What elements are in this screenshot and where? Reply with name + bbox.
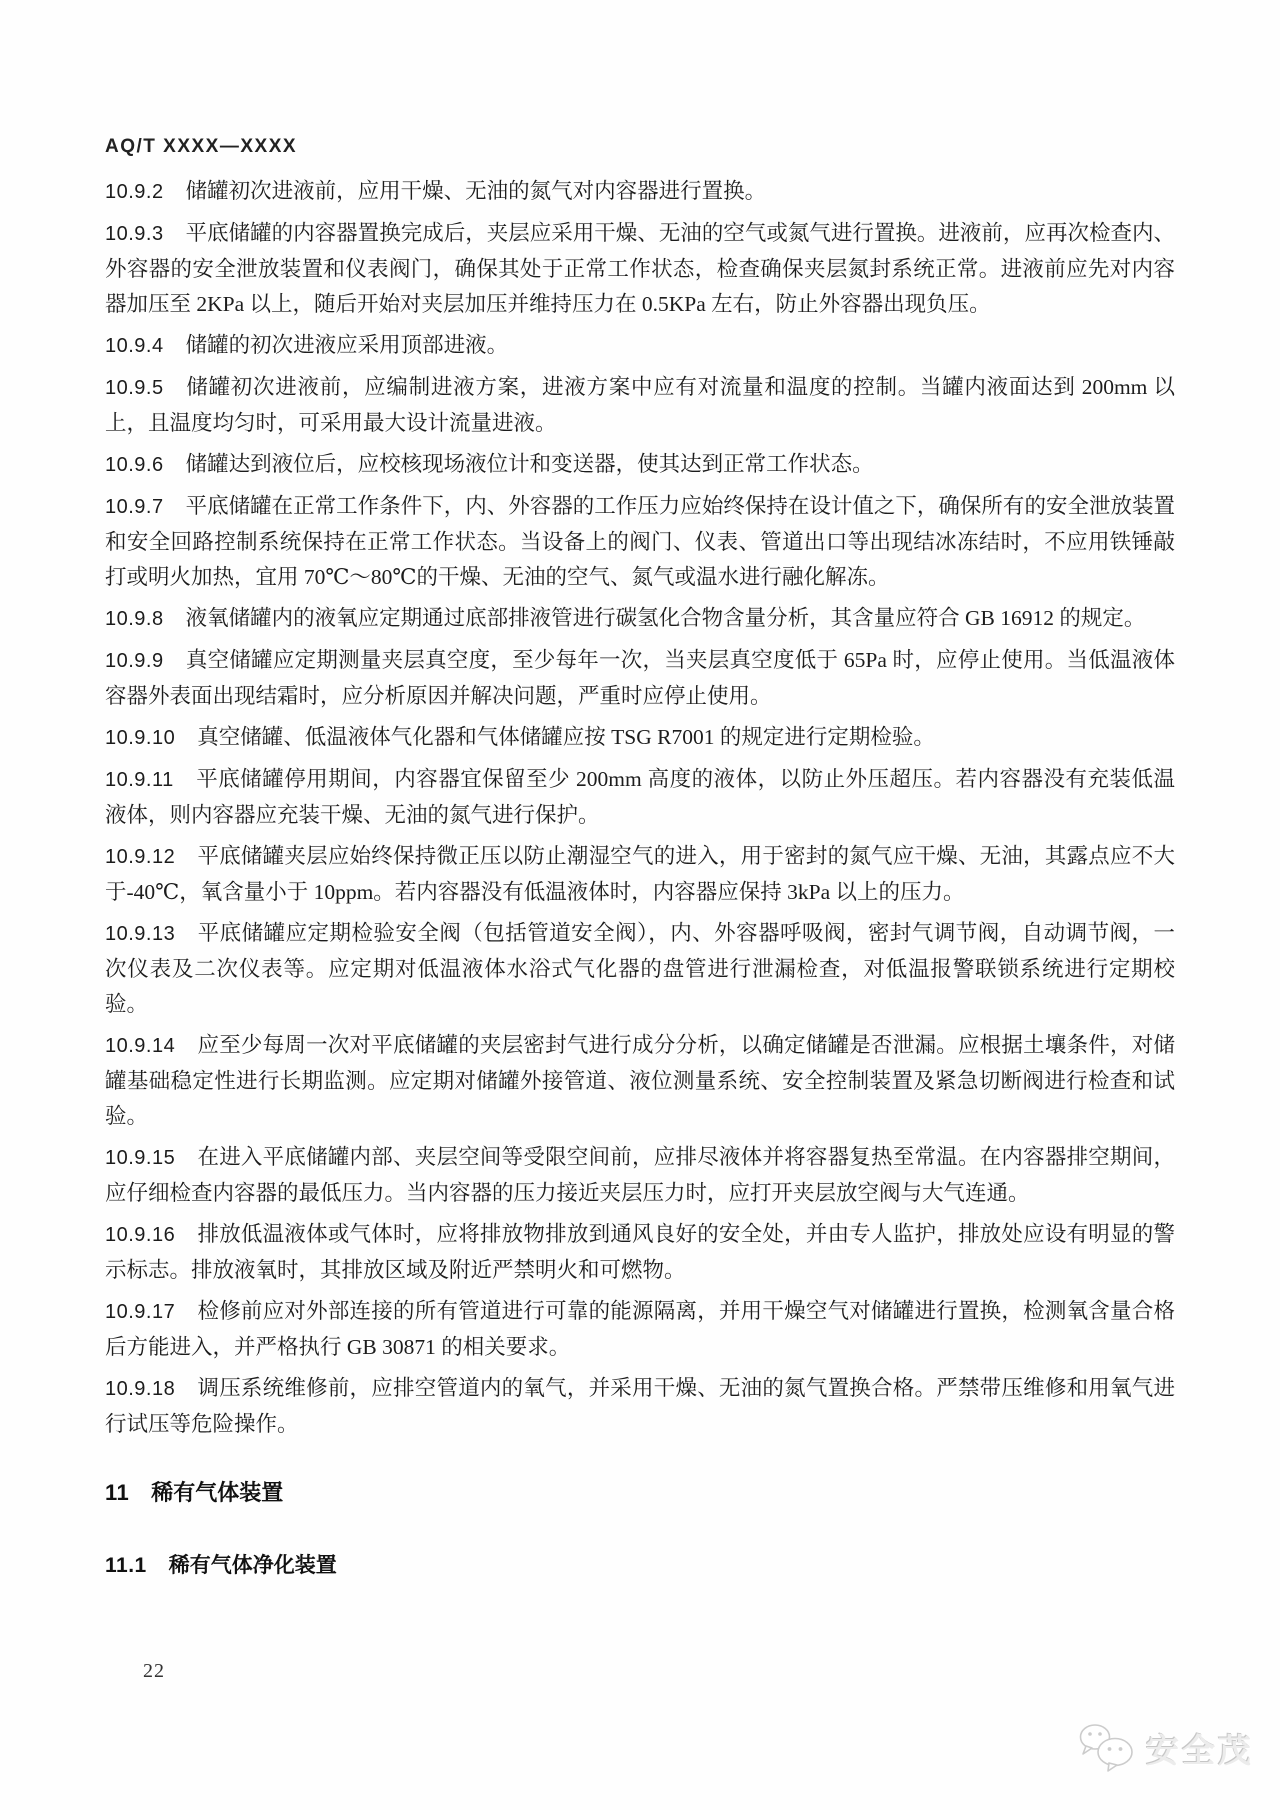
clause-text: 储罐达到液位后，应校核现场液位计和变送器，使其达到正常工作状态。	[185, 452, 874, 476]
clause-10-9-4	[105, 328, 1175, 364]
clause-text: 储罐的初次进液应采用顶部进液。	[185, 333, 509, 357]
clause-number: 10.9.11	[105, 769, 174, 791]
section-heading-11-1	[105, 1549, 1175, 1579]
clause-number: 10.9.9	[105, 650, 164, 672]
clause-text: 平底储罐应定期检验安全阀（包括管道安全阀），内、外容器呼吸阀，密封气调节阀，自动调节阀，一次仪表及二次仪表等。应定期对低温液体水浴式气化器的盘管进行泄漏检查，对低温报警联锁系统进行定期校验。	[105, 921, 1175, 1016]
clause-number: 10.9.14	[105, 1035, 176, 1057]
clause-10-9-14	[105, 1028, 1175, 1134]
clause-10-9-17	[105, 1294, 1175, 1365]
wechat-chat-bubbles-icon	[1076, 1722, 1138, 1774]
clause-10-9-7	[105, 489, 1175, 595]
clause-number: 10.9.3	[105, 223, 164, 245]
clause-number: 10.9.17	[105, 1301, 176, 1323]
section-number: 11	[105, 1480, 130, 1505]
page-number: 22	[143, 1660, 165, 1682]
clause-number: 10.9.6	[105, 454, 164, 476]
section-number: 11.1	[105, 1554, 147, 1577]
clause-text: 平底储罐停用期间，内容器宜保留至少 200mm 高度的液体，以防止外压超压。若内容器没有充装低温液体，则内容器应充装干燥、无油的氮气进行保护。	[105, 767, 1175, 827]
clause-number: 10.9.8	[105, 608, 164, 630]
clause-text: 真空储罐应定期测量夹层真空度，至少每年一次，当夹层真空度低于 65Pa 时，应停止使用。当低温液体容器外表面出现结霜时，应分析原因并解决问题，严重时应停止使用。	[105, 648, 1175, 708]
clause-number: 10.9.10	[105, 727, 176, 749]
clause-number: 10.9.7	[105, 496, 164, 518]
clause-text: 平底储罐在正常工作条件下，内、外容器的工作压力应始终保持在设计值之下，确保所有的安全泄放装置和安全回路控制系统保持在正常工作状态。当设备上的阀门、仪表、管道出口等出现结冰冻结时，不应用铁锤敲打或明火加热，宜用 70℃～80℃的干燥、无油的空气、氮气或温水进行融化解冻。	[105, 494, 1175, 589]
clause-text: 真空储罐、低温液体气化器和气体储罐应按 TSG R7001 的规定进行定期检验。	[197, 725, 935, 749]
clause-10-9-9	[105, 643, 1175, 714]
clause-10-9-12	[105, 839, 1175, 910]
watermark-text: 安全茂	[1146, 1731, 1254, 1769]
clause-10-9-5	[105, 370, 1175, 441]
clause-10-9-15	[105, 1140, 1175, 1211]
clause-number: 10.9.18	[105, 1378, 176, 1400]
clause-number: 10.9.13	[105, 923, 176, 945]
clause-text: 排放低温液体或气体时，应将排放物排放到通风良好的安全处，并由专人监护，排放处应设有明显的警示标志。排放液氧时，其排放区域及附近严禁明火和可燃物。	[105, 1222, 1175, 1282]
clause-text: 液氧储罐内的液氧应定期通过底部排液管进行碳氢化合物含量分析，其含量应符合 GB 16912 的规定。	[185, 606, 1146, 630]
clause-text: 储罐初次进液前，应编制进液方案，进液方案中应有对流量和温度的控制。当罐内液面达到 200mm 以上，且温度均匀时，可采用最大设计流量进液。	[105, 375, 1175, 435]
clause-text: 检修前应对外部连接的所有管道进行可靠的能源隔离，并用干燥空气对储罐进行置换，检测氧含量合格后方能进入，并严格执行 GB 30871 的相关要求。	[105, 1299, 1175, 1359]
clause-number: 10.9.2	[105, 181, 164, 203]
section-title: 稀有气体装置	[151, 1480, 284, 1505]
document-header-code: AQ/T XXXX—XXXX	[105, 136, 298, 157]
clause-10-9-13	[105, 916, 1175, 1022]
section-title: 稀有气体净化装置	[168, 1554, 337, 1577]
watermark	[1076, 1722, 1254, 1774]
clause-10-9-10	[105, 720, 1175, 756]
clause-number: 10.9.16	[105, 1224, 176, 1246]
clause-10-9-11	[105, 762, 1175, 833]
document-body	[105, 174, 1175, 1579]
section-heading-11	[105, 1476, 1175, 1507]
clause-text: 应至少每周一次对平底储罐的夹层密封气进行成分分析，以确定储罐是否泄漏。应根据土壤条件，对储罐基础稳定性进行长期监测。应定期对储罐外接管道、液位测量系统、安全控制装置及紧急切断阀进行检查和试验。	[105, 1033, 1175, 1128]
clause-text: 平底储罐的内容器置换完成后，夹层应采用干燥、无油的空气或氮气进行置换。进液前，应再次检查内、外容器的安全泄放装置和仪表阀门，确保其处于正常工作状态，检查确保夹层氮封系统正常。进液前应先对内容器加压至 2KPa 以上，随后开始对夹层加压并维持压力在 0.5KPa 左右，防止外容器出现负压。	[105, 221, 1175, 316]
clause-10-9-3	[105, 216, 1175, 322]
clause-number: 10.9.5	[105, 377, 164, 399]
clause-10-9-6	[105, 447, 1175, 483]
clause-number: 10.9.4	[105, 335, 164, 357]
clause-text: 储罐初次进液前，应用干燥、无油的氮气对内容器进行置换。	[185, 179, 767, 203]
clause-10-9-18	[105, 1371, 1175, 1442]
clause-10-9-8	[105, 601, 1175, 637]
clause-number: 10.9.15	[105, 1147, 176, 1169]
clause-text: 在进入平底储罐内部、夹层空间等受限空间前，应排尽液体并将容器复热至常温。在内容器排空期间，应仔细检查内容器的最低压力。当内容器的压力接近夹层压力时，应打开夹层放空阀与大气连通。	[105, 1145, 1175, 1205]
clause-text: 调压系统维修前，应排空管道内的氧气，并采用干燥、无油的氮气置换合格。严禁带压维修和用氧气进行试压等危险操作。	[105, 1376, 1175, 1436]
clause-10-9-2	[105, 174, 1175, 210]
clause-number: 10.9.12	[105, 846, 176, 868]
clause-text: 平底储罐夹层应始终保持微正压以防止潮湿空气的进入，用于密封的氮气应干燥、无油，其露点应不大于-40℃，氧含量小于 10ppm。若内容器没有低温液体时，内容器应保持 3kPa 以上的压力。	[105, 844, 1175, 904]
clause-10-9-16	[105, 1217, 1175, 1288]
